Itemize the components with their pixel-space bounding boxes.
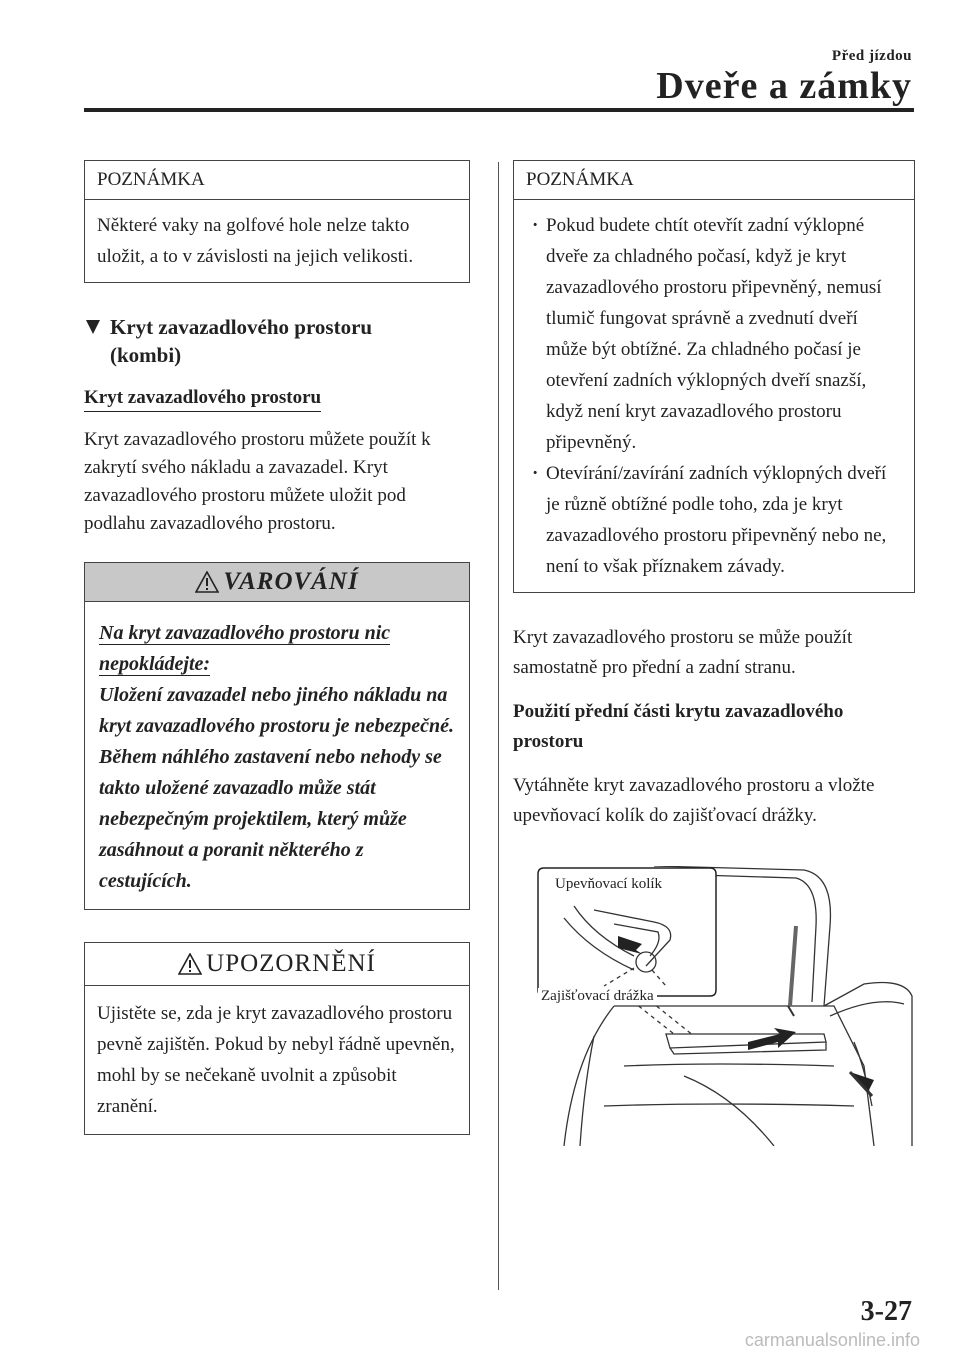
note-box [84, 160, 470, 283]
note-bullet: · Otevírání/zavírání zadních výklopných dveří je různě obtížné podle toho, zda je kryt zavazadlového prostoru připevněný nebo ne, není to však příznakem závady. [526, 458, 902, 582]
warning-title: VAROVÁNÍ [223, 568, 359, 595]
note-body: Některé vaky na golfové hole nelze takto uložit, a to v závislosti na jejich velikosti. [97, 215, 414, 267]
warning-lead-1: Na kryt zavazadlového prostoru nic [99, 622, 391, 644]
subheading: Kryt zavazadlového prostoru [84, 387, 321, 412]
header-section: Před jízdou [831, 48, 912, 64]
usage-paragraph: Kryt zavazadlového prostoru se může použít samostatně pro přední a zadní stranu. [513, 627, 853, 678]
warning-lead-2: nepokládejte: [99, 653, 211, 675]
warning-box [84, 562, 470, 910]
figure-label-pin: Upevňovací kolík [552, 876, 665, 893]
caution-title: UPOZORNĚNÍ [206, 950, 376, 977]
caution-header [85, 943, 469, 986]
note-body-2 [514, 200, 914, 592]
page-title: Dveře a zámky [656, 65, 912, 107]
instruction-paragraph: Vytáhněte kryt zavazadlového prostoru a vložte upevňovací kolík do zajišťovací drážky. [513, 775, 875, 826]
page-number: 3-27 [860, 1296, 912, 1327]
warning-body [85, 602, 469, 909]
right-column [513, 160, 915, 831]
section-title-line-2: (kombi) [110, 343, 182, 367]
usage-subheading: Použití přední části krytu zavazadlového prostoru [513, 701, 844, 752]
note-bullet-list [526, 210, 902, 582]
caution-body: Ujistěte se, zda je kryt zavazadlového prostoru pevně zajištěn. Pokud by nebyl řádně upevněn, mohl by se nečekaně uvolnit a způsobit zranění. [97, 1003, 455, 1117]
note-title: POZNÁMKA [85, 161, 469, 200]
header-rule [84, 108, 914, 112]
cargo-cover-drawing [534, 866, 914, 1146]
cargo-cover-illustration [534, 866, 914, 1146]
section-title-line-1: Kryt zavazadlového prostoru [110, 315, 373, 339]
caution-box [84, 942, 470, 1135]
warning-text: Uložení zavazadel nebo jiného nákladu na kryt zavazadlového prostoru je nebezpečné. Během náhlého zastavení nebo nehody se takto uložené zavazadlo může stát nebezpečným projektilem, který může zasáhnout a poranit některého z cestujících. [99, 684, 454, 892]
footer-watermark: carmanualsonline.info [744, 1330, 920, 1350]
note-bullet: · Pokud budete chtít otevřít zadní výklopné dveře za chladného počasí, když je kryt zavazadlového prostoru připevněný, nemusí tlumič fungovat správně a zvednutí dveří může být obtížné. Za chladného počasí je otevření zadních výklopných dveří snazší, když není kryt zavazadlového prostoru připevněný. [526, 210, 902, 458]
note-box-2 [513, 160, 915, 593]
left-column [84, 160, 470, 1135]
intro-paragraph: Kryt zavazadlového prostoru můžete použít k zakrytí svého nákladu a zavazadel. Kryt zavazadlového prostoru můžete uložit pod podlahu zavazadlového prostoru. [84, 429, 431, 534]
column-divider [498, 162, 499, 1290]
warning-triangle-icon [195, 571, 219, 593]
triangle-bullet-icon [86, 320, 100, 334]
warning-triangle-icon [178, 953, 202, 975]
warning-header [85, 563, 469, 602]
note-title-2: POZNÁMKA [514, 161, 914, 200]
section-title [84, 313, 470, 369]
figure-label-groove: Zajišťovací drážka [538, 988, 657, 1005]
